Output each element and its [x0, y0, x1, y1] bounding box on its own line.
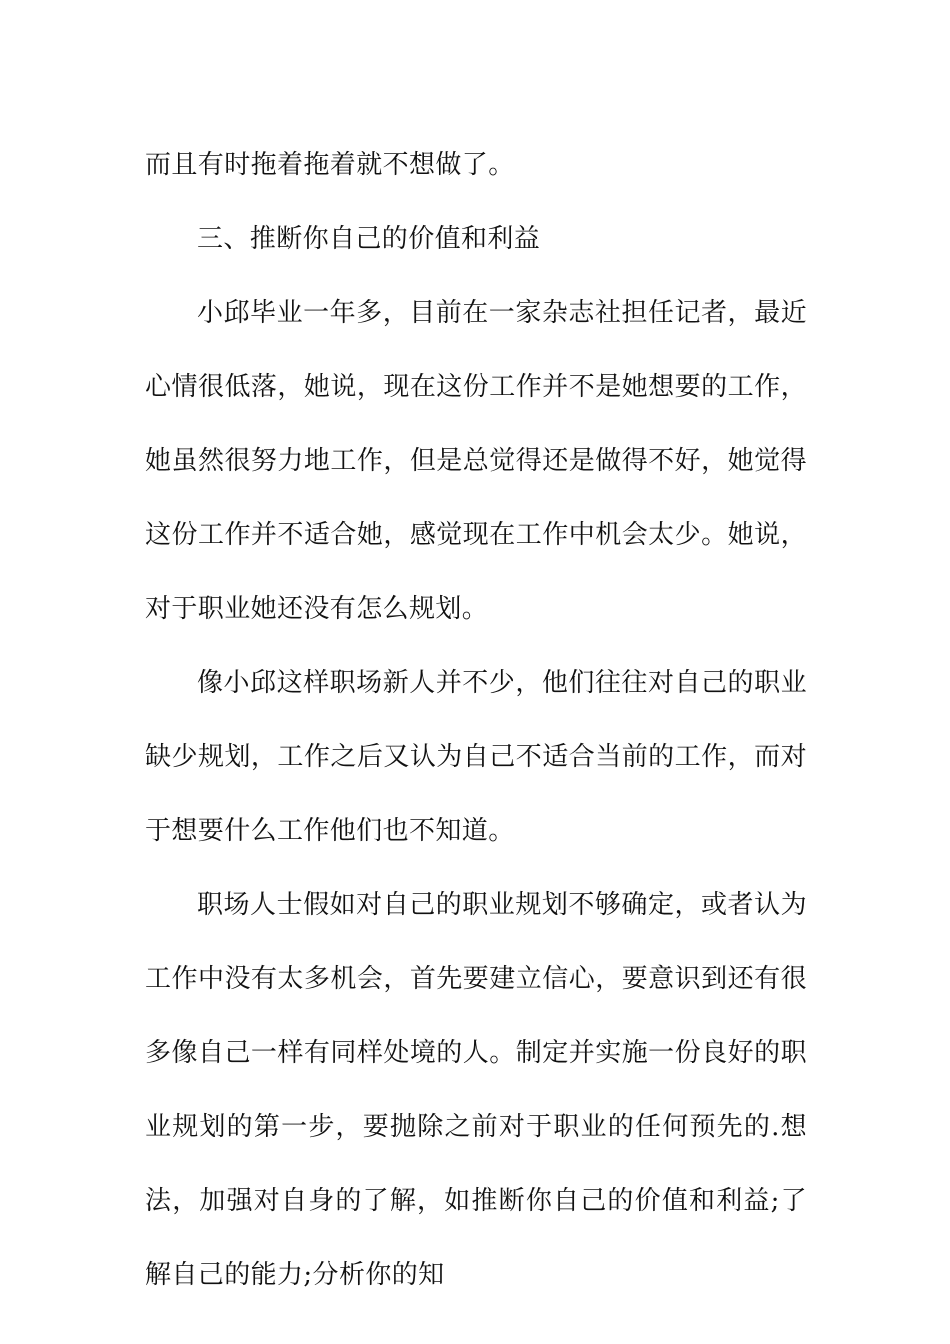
paragraph-continuation: 而且有时拖着拖着就不想做了。 [145, 150, 515, 180]
paragraph: 职场人士假如对自己的职业规划不够确定，或者认为工作中没有太多机会，首先要建立信心，要意识到还有很多像自己一样有同样处境的人。制定并实施一份良好的职业规划的第一步，要抛除之前对于职业的任何预先的.想法，加强对自身的了解，如推断你自己的价值和利益;了解自己的能力;分析你的知 [145, 890, 807, 1290]
section-heading: 三、推断你自己的价值和利益 [197, 224, 541, 254]
paragraph: 小邱毕业一年多，目前在一家杂志社担任记者，最近心情很低落，她说，现在这份工作并不是她想要的工作，她虽然很努力地工作，但是总觉得还是做得不好，她觉得这份工作并不适合她，感觉现在工作中机会太少。她说，对于职业她还没有怎么规划。 [145, 298, 807, 624]
paragraph: 像小邱这样职场新人并不少，他们往往对自己的职业缺少规划，工作之后又认为自己不适合当前的工作，而对于想要什么工作他们也不知道。 [145, 668, 807, 846]
document-body [145, 128, 807, 1312]
